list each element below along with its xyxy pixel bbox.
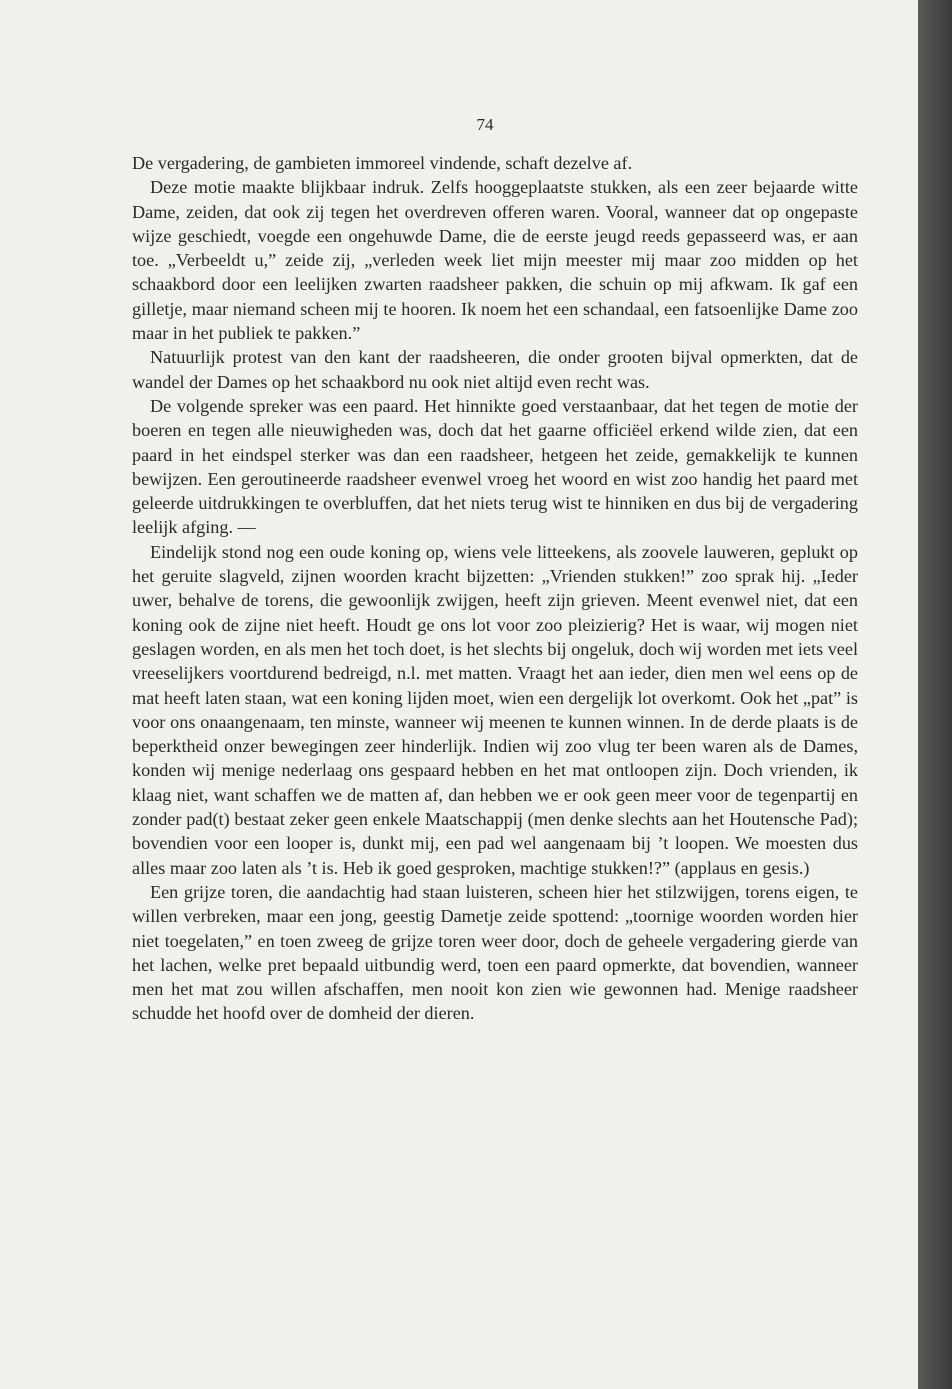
- paragraph: De volgende spreker was een paard. Het hinnikte goed verstaanbaar, dat het tegen de motie der boeren en tegen alle nieuwigheden was, doch dat het gaarne officiëel erkend wilde zien, dat een paard in het eindspel sterker was dan een raadsheer, hetgeen het zeide, gemakkelijk te kunnen bewijzen. Een geroutineerde raadsheer evenwel vroeg het woord en wist zoo handig het paard met geleerde uitdrukkingen te overbluffen, dat het niets terug wist te hinniken en dus bij de vergadering leelijk afging. —: [132, 395, 858, 538]
- paragraph: Eindelijk stond nog een oude koning op, wiens vele litteekens, als zoovele lauweren, geplukt op het geruite slagveld, zijnen woorden kracht bijzetten: „Vrienden stukken!” zoo sprak hij. „Ieder uwer, behalve de torens, die gewoonlijk zwijgen, heeft zijn grieven. Meent evenwel niet, dat een koning ook de zijne niet heeft. Houdt ge ons lot voor zoo pleizierig? Het is waar, wij mogen niet geslagen worden, en als men het toch doet, is het slechts bij ongeluk, doch wij worden met iets veel vreeselijkers voortdurend bedreigd, n.l. met matten. Vraagt het aan ieder, dien men wel eens op de mat heeft laten staan, wat een koning lijden moet, wien een dergelijk lot overkomt. Ook het „pat” is voor ons onaangenaam, ten minste, wanneer wij meenen te kunnen winnen. In de derde plaats is de beperktheid onzer bewegingen zeer hinderlijk. Indien wij zoo vlug ter been waren als de Dames, konden wij menige nederlaag ons gespaard hebben en het mat ontloopen zijn. Doch vrienden, ik klaag niet, want schaffen we de matten af, dan hebben we er ook geen meer voor de tegenpartij en zonder pad(t) bestaat zeker geen enkele Maatschappij (men denke slechts aan het Houtensche Pad); bovendien voor een looper is, dunkt mij, een pad wel aangenaam bij ’t loopen. We moesten dus alles maar zoo laten als ’t is. Heb ik goed gesproken, machtige stukken!?” (applaus en gesis.): [132, 541, 858, 878]
- paragraph: Natuurlijk protest van den kant der raadsheeren, die onder grooten bijval opmerkten, dat de wandel der Dames op het schaakbord nu ook niet altijd even recht was.: [132, 347, 858, 392]
- paragraph: Een grijze toren, die aandachtig had staan luisteren, scheen hier het stilzwijgen, torens eigen, te willen verbreken, maar een jong, geestig Dametje zeide spottend: „toornige woorden worden hier niet toegelaten,” en toen zweeg de grijze toren weer door, doch de geheele vergadering gierde van het lachen, welke pret bepaald uitbundig werd, toen een paard opmerkte, dat bovendien, wanneer men het mat zou willen afschaffen, men nooit kon zien wie gewonnen had. Menige raadsheer schudde het hoofd over de domheid der dieren.: [132, 881, 858, 1024]
- body-text: [132, 151, 858, 1026]
- page-edge-shadow: [918, 0, 952, 1389]
- paragraph: De vergadering, de gambieten immoreel vindende, schaft dezelve af.: [132, 153, 633, 173]
- page-number: 74: [476, 115, 494, 134]
- paragraph: Deze motie maakte blijkbaar indruk. Zelfs hooggeplaatste stukken, als een zeer bejaarde witte Dame, zeiden, dat ook zij tegen het overdreven offeren waren. Vooral, wanneer dat op ongepaste wijze geschiedt, voegde een ongehuwde Dame, die de eerste jeugd reeds gepasseerd was, er aan toe. „Verbeeldt u,” zeide zij, „verleden week liet mijn meester mij maar zoo midden op het schaakbord door een leelijken zwarten raadsheer pakken, die schuin op mij afkwam. Ik gaf een gilletje, maar niemand scheen mij te hooren. Ik noem het een schandaal, een fatsoenlijke Dame zoo maar in het publiek te pakken.”: [132, 177, 858, 344]
